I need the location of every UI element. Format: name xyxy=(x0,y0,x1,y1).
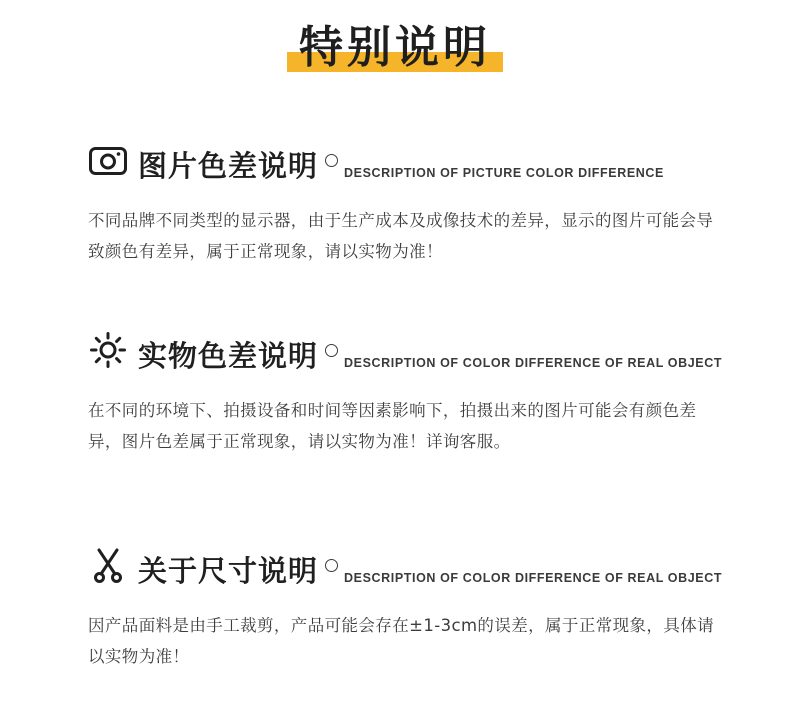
page-title-area xyxy=(0,0,790,78)
scissors-icon xyxy=(88,545,128,585)
section-title-cn: 实物色差说明 xyxy=(138,339,319,373)
bullet-circle-icon xyxy=(325,154,338,167)
section-header xyxy=(0,330,790,373)
section-header xyxy=(0,545,790,588)
section-title-en: DESCRIPTION OF COLOR DIFFERENCE OF REAL OBJECT xyxy=(344,356,723,370)
section-title-en: DESCRIPTION OF COLOR DIFFERENCE OF REAL OBJECT xyxy=(344,571,723,585)
sun-icon xyxy=(88,330,128,370)
bullet-circle-icon xyxy=(325,559,338,572)
page-title: 特别说明 xyxy=(299,22,491,73)
section-body: 在不同的环境下、拍摄设备和时间等因素影响下，拍摄出来的图片可能会有颜色差异，图片色差属于正常现象，请以实物为准！详询客服。 xyxy=(88,401,697,451)
section-picture-color-difference xyxy=(0,140,790,267)
bullet-circle-icon xyxy=(325,344,338,357)
section-title-en: DESCRIPTION OF PICTURE COLOR DIFFERENCE xyxy=(344,166,664,180)
camera-icon xyxy=(88,140,128,180)
section-size-description xyxy=(0,545,790,672)
section-title-cn: 关于尺寸说明 xyxy=(138,554,319,588)
section-header xyxy=(0,140,790,183)
section-body: 不同品牌不同类型的显示器，由于生产成本及成像技术的差异，显示的图片可能会导致颜色有差异，属于正常现象，请以实物为准！ xyxy=(88,211,714,261)
section-body: 因产品面料是由手工裁剪，产品可能会存在±1-3cm的误差，属于正常现象，具体请以实物为准！ xyxy=(88,616,715,666)
section-real-object-color-difference xyxy=(0,330,790,457)
page-title-wrapper xyxy=(299,22,491,74)
section-title-cn: 图片色差说明 xyxy=(138,149,319,183)
